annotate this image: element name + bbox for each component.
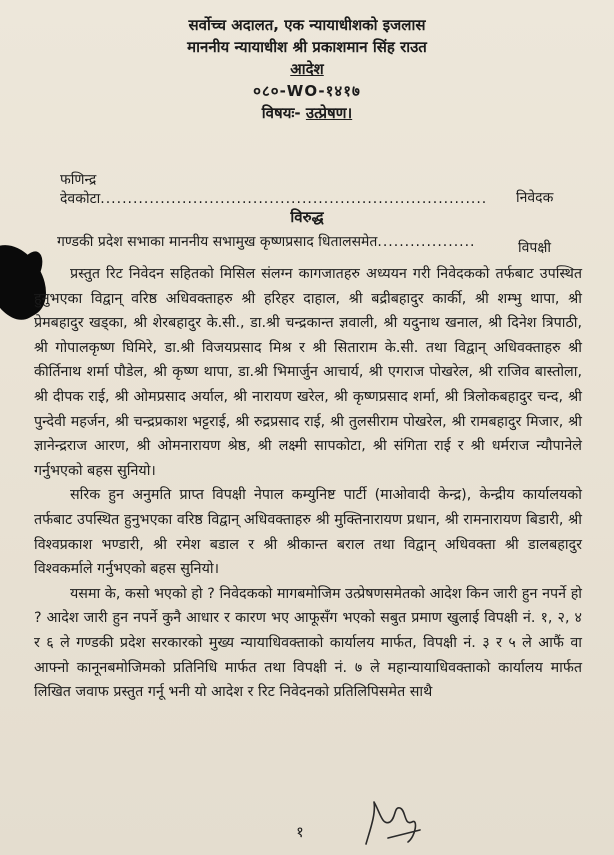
subject-label: विषयः- (261, 104, 301, 122)
respondent-role: विपक्षी (518, 240, 552, 256)
paragraph-hearing-applicant: प्रस्तुत रिट निवेदन सहितको मिसिल संलग्न कागजातहरु अध्ययन गरी निवेदकको तर्फबाट उपस्थित हुनुभएका विद्वान् वरिष्ठ अधिवक्ताहरु श्री हरिहर दाहाल, श्री बद्रीबहादुर कार्की, श्री शम्भु थापा, श्री प्रेमबहादुर खड्का, श्री शेरबहादुर के.सी., डा.श्री चन्द्रकान्त ज्ञवाली, श्री यदुनाथ खनाल, श्री दिनेश त्रिपाठी, श्री गोपालकृष्ण घिमिरे, डा.श्री विजयप्रसाद मिश्र र श्री सिताराम के.सी. तथा विद्वान् अधिवक्ताहरु श्री कीर्तिनाथ शर्मा पौडेल, श्री कृष्ण थापा, डा.श्री भिमार्जुन आचार्य, श्री एगराज पोखरेल, श्री राजिव बास्तोला, श्री दीपक राई, श्री ओमप्रसाद अर्याल, श्री नारायण खरेल, श्री कृष्णप्रसाद शर्मा, श्री त्रिलोकबहादुर चन्द, श्री पुन्देवी महर्जन, श्री चन्द्रप्रकाश भट्टराई, श्री रुद्रप्रसाद राई, श्री तुलसीराम पोखरेल, श्री रामबहादुर मिजार, श्री ज्ञानेन्द्रराज आरण, श्री ओमनारायण श्रेष्ठ, श्री लक्ष्मी सापकोटा, श्री संगिता राई र श्री धर्मराज न्यौपानेले गर्नुभएको बहस सुनियो। (34, 266, 582, 479)
applicant-role: निवेदक (516, 190, 554, 206)
subject-line (0, 102, 614, 124)
subject-value: उत्प्रेषण। (305, 104, 353, 122)
dot-leader: .................. (377, 234, 476, 250)
versus-label: विरुद्ध (290, 208, 324, 226)
order-title: आदेश (290, 60, 324, 78)
dot-leader: ....................................................................... (100, 191, 488, 207)
handwritten-signature (360, 792, 424, 852)
paragraph-hearing-respondent: सरिक हुन अनुमति प्राप्त विपक्षी नेपाल कम्युनिष्ट पार्टी (माओवादी केन्द्र), केन्द्रीय कार्यालयको तर्फबाट उपस्थित हुनुभएका वरिष्ठ विद्वान् अधिवक्ताहरु श्री मुक्तिनारायण प्रधान, श्री रामनारायण बिडारी, श्री विश्वप्रकाश भण्डारी, श्री रमेश बडाल र श्री श्रीकान्त बराल तथा विद्वान् अधिवक्ता श्री डालबहादुर विश्वकर्माले गर्नुभएको बहस सुनियो। (34, 487, 582, 578)
paragraph-order: यसमा के, कसो भएको हो ? निवेदकको मागबमोजिम उत्प्रेषणसमेतको आदेश किन जारी हुन नपर्ने हो ? आदेश जारी हुन नपर्ने कुनै आधार र कारण भए आफूसँग भएको सबुत प्रमाण खुलाई विपक्षी नं. १, २, ४ र ६ ले गण्डकी प्रदेश सरकारको मुख्य न्यायाधिवक्ताको कार्यालय मार्फत, विपक्षी नं. ३ र ५ ले आफैं वा आफ्नो कानूनबमोजिमको प्रतिनिधि मार्फत तथा विपक्षी नं. ७ ले महान्यायाधिवक्ताको कार्यालय मार्फत लिखित जवाफ प्रस्तुत गर्नू भनी यो आदेश र रिट निवेदनको प्रतिलिपिसमेत साथै (34, 585, 582, 701)
applicant-name: फणिन्द्र देवकोटा (60, 172, 101, 207)
order-body (34, 262, 582, 705)
respondent-name: गण्डकी प्रदेश सभाका माननीय सभामुख कृष्णप्रसाद धितालसमेत (57, 234, 378, 250)
court-name: सर्वोच्च अदालत, एक न्यायाधीशको इजलास (188, 16, 426, 34)
case-number: ०८०-WO-१४१७ (253, 82, 361, 100)
page-number: १ (296, 823, 304, 841)
respondent-line (57, 232, 476, 251)
document-header (0, 14, 614, 124)
justice-name: माननीय न्यायाधीश श्री प्रकाशमान सिंह राउत (187, 38, 427, 56)
applicant-line (60, 170, 490, 208)
